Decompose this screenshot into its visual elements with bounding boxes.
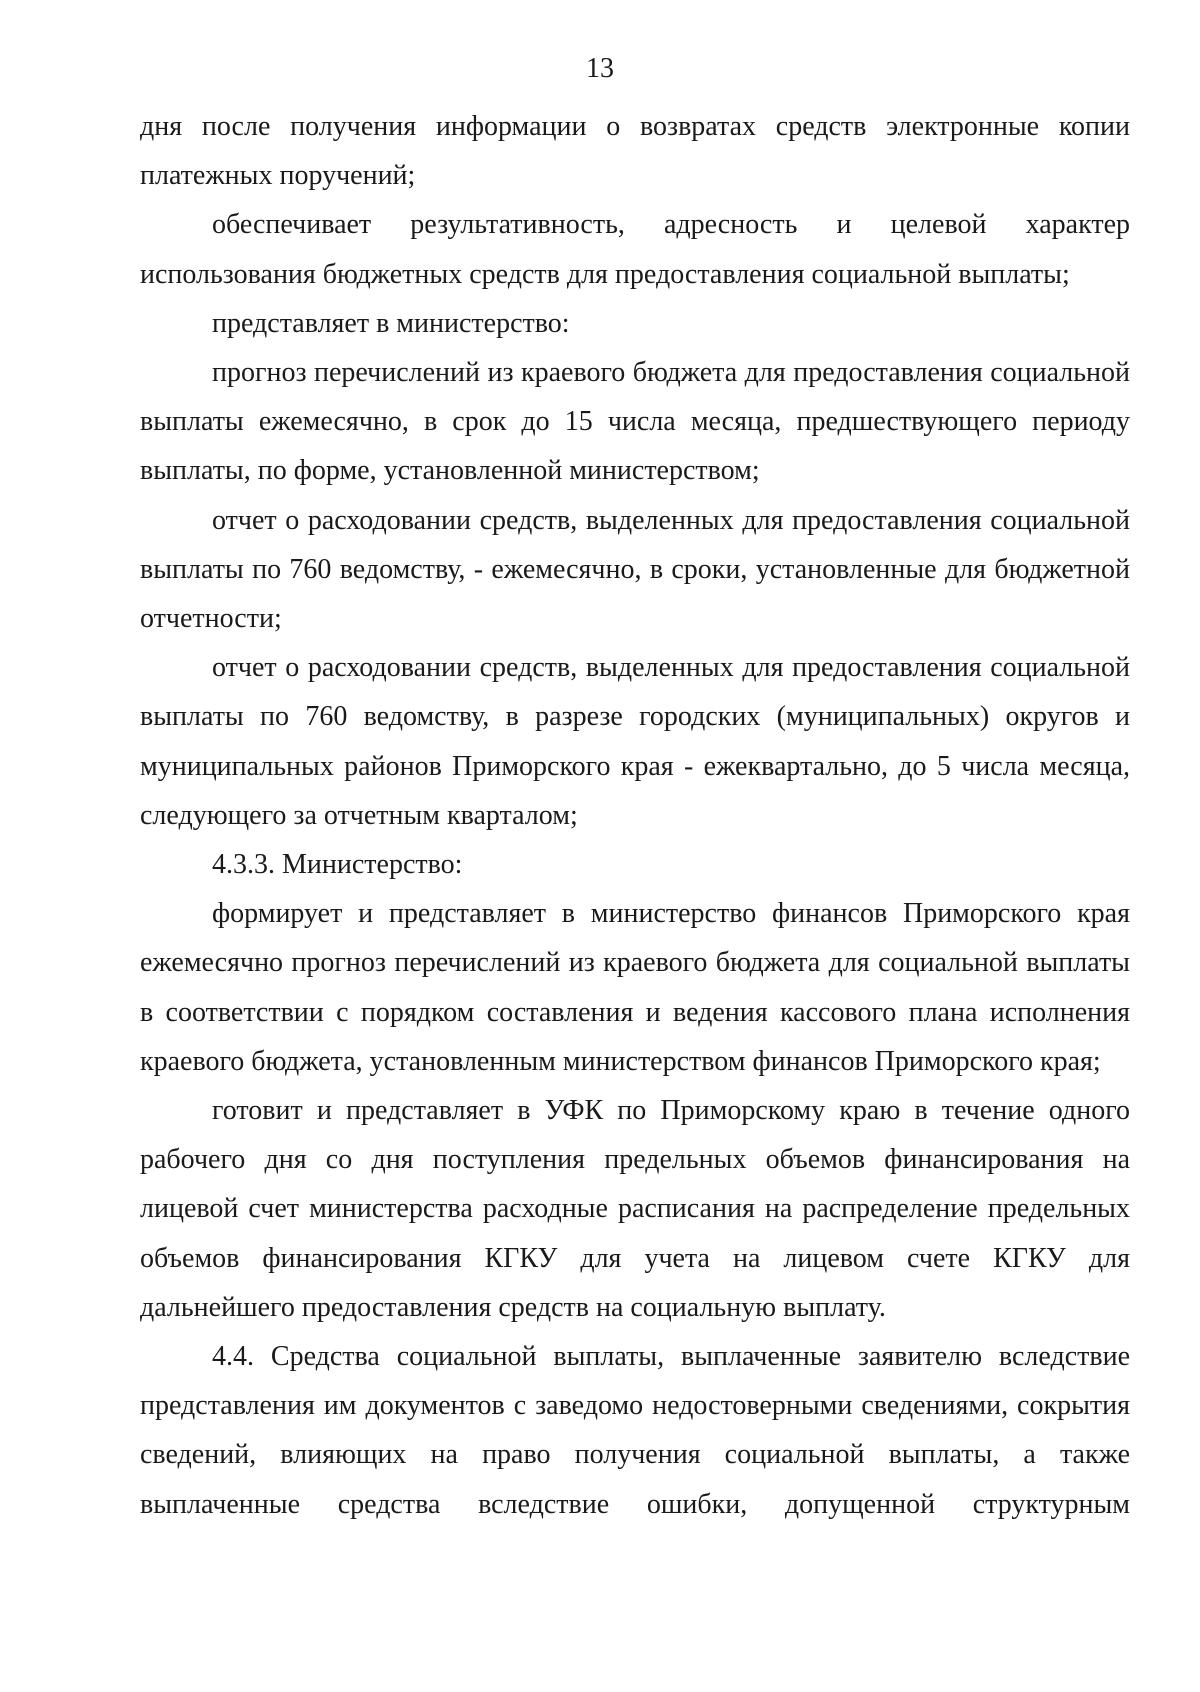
paragraph-2: обеспечивает результативность, адресность и целевой характер использования бюджетных средств для предоставления социальной выплаты; [140,209,1130,290]
paragraph-8: готовит и представляет в УФК по Приморскому краю в течение одного рабочего дня со дня поступления предельных объемов финансирования на лицевой счет министерства расходные расписания на распределение предельных объемов финансирования КГКУ для учета на лицевом счете КГКУ для дальнейшего предоставления средств на социальную выплату. [140,1095,1130,1323]
paragraph-7: формирует и представляет в министерство финансов Приморского края ежемесячно прогноз перечислений из краевого бюджета для социальной выплаты в соответствии с порядком составления и ведения кассового плана исполнения краевого бюджета, установленным министерством финансов Приморского края; [140,898,1130,1077]
paragraph-1: дня после получения информации о возвратах средств электронные копии платежных поручений; [140,111,1130,192]
section-heading-4-3-3: 4.3.3. Министерство: [212,849,463,881]
paragraph-5: отчет о расходовании средств, выделенных для предоставления социальной выплаты по 760 ведомству, - ежемесячно, в сроки, установленные для бюджетной отчетности; [140,504,1130,635]
page-number: 13 [586,53,614,84]
paragraph-3: представляет в министерство: [212,307,570,339]
body-text [140,102,1130,1529]
paragraph-4: прогноз перечислений из краевого бюджета для предоставления социальной выплаты ежемесячно, в срок до 15 числа месяца, предшествующего периоду выплаты, по форме, установленной министерством; [140,357,1130,487]
paragraph-4-4: 4.4. Средства социальной выплаты, выплаченные заявителю вследствие представления им документов с заведомо недостоверными сведениями, сокрытия сведений, влияющих на право получения социальной выплаты, а также выплаченные средства вследствие ошибки, допущенной структурным [140,1341,1130,1520]
paragraph-6: отчет о расходовании средств, выделенных для предоставления социальной выплаты по 760 ведомству, в разрезе городских (муниципальных) округов и муниципальных районов Приморского края - ежеквартально, до 5 числа месяца, следующего за отчетным кварталом; [140,652,1130,831]
